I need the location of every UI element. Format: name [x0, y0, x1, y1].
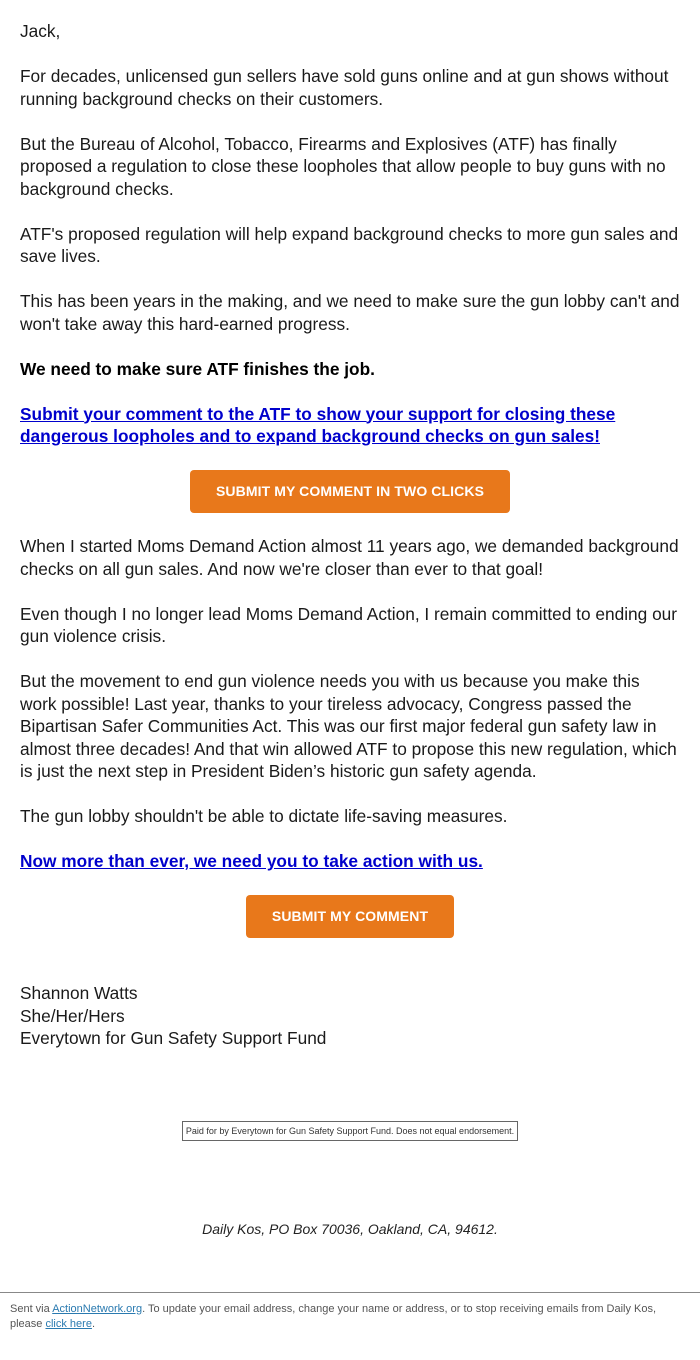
paragraph-moms-demand-action: When I started Moms Demand Action almost 11 years ago, we demanded background checks on all gun sales. And now we're closer than ever to that goal! [20, 536, 679, 579]
signature-pronouns: She/Her/Hers [20, 1005, 125, 1026]
footer-end-text: . [91, 1317, 96, 1330]
submit-comment-button[interactable]: SUBMIT MY COMMENT [246, 895, 454, 938]
paragraph-regulation-benefit: ATF's proposed regulation will help expand background checks to more gun sales and save lives. [20, 223, 679, 266]
emphasis-text: We need to make sure ATF finishes the job. [20, 358, 375, 379]
signature-org: Everytown for Gun Safety Support Fund [20, 1028, 327, 1048]
paragraph-movement: But the movement to end gun violence needs you with us because you make this work possible! Last year, thanks to your tireless advocacy, Congress passed the Bipartisan Safer Communities Act. This was our first major federal gun safety law in almost three decades! And that win allowed ATF to propose this new regulation, which is just the next step in President Biden’s historic gun safety agenda. [20, 671, 677, 781]
paragraph-committed: Even though I no longer lead Moms Demand Action, I remain committed to ending our gun violence crisis. [20, 603, 678, 646]
paragraph-unlicensed-sellers: For decades, unlicensed gun sellers have sold guns online and at gun shows without running background checks on their customers. [20, 66, 669, 109]
paragraph-years-in-making: This has been years in the making, and we need to make sure the gun lobby can't and won't take away this hard-earned progress. [20, 291, 680, 334]
take-action-link[interactable]: Now more than ever, we need you to take action with us. [20, 851, 483, 871]
footer [10, 1302, 680, 1331]
disclaimer-row [0, 1121, 700, 1141]
footer-divider [0, 1292, 700, 1293]
cta-paragraph-1 [20, 403, 680, 448]
paragraph-atf-proposal: But the Bureau of Alcohol, Tobacco, Firearms and Explosives (ATF) has finally proposed a regulation to close these loopholes that allow people to buy guns with no background checks. [20, 133, 666, 199]
greeting: Jack, [20, 21, 61, 41]
mailing-address: Daily Kos, PO Box 70036, Oakland, CA, 94612. [202, 1221, 498, 1237]
button-row-2 [20, 895, 680, 938]
action-network-link[interactable]: ActionNetwork.org [52, 1303, 143, 1315]
paid-for-disclaimer: Paid for by Everytown for Gun Safety Support Fund. Does not equal endorsement. [182, 1121, 518, 1141]
submit-comment-link[interactable]: Submit your comment to the ATF to show your support for closing these dangerous loopholes and to expand background checks on gun sales! [20, 403, 616, 446]
footer-middle-text: . To update your email address, change your name or address, or to stop receiving emails from Daily Kos, please [10, 1303, 657, 1330]
signature [20, 982, 680, 1050]
unsubscribe-link[interactable]: click here [45, 1317, 92, 1330]
cta-paragraph-2 [20, 850, 680, 873]
paragraph-gun-lobby: The gun lobby shouldn't be able to dictate life-saving measures. [20, 806, 508, 826]
submit-comment-two-clicks-button[interactable]: SUBMIT MY COMMENT IN TWO CLICKS [190, 470, 510, 513]
email-body [20, 20, 680, 1050]
signature-name: Shannon Watts [20, 983, 138, 1003]
button-row-1 [20, 470, 680, 513]
footer-sent-via: Sent via [10, 1303, 53, 1315]
